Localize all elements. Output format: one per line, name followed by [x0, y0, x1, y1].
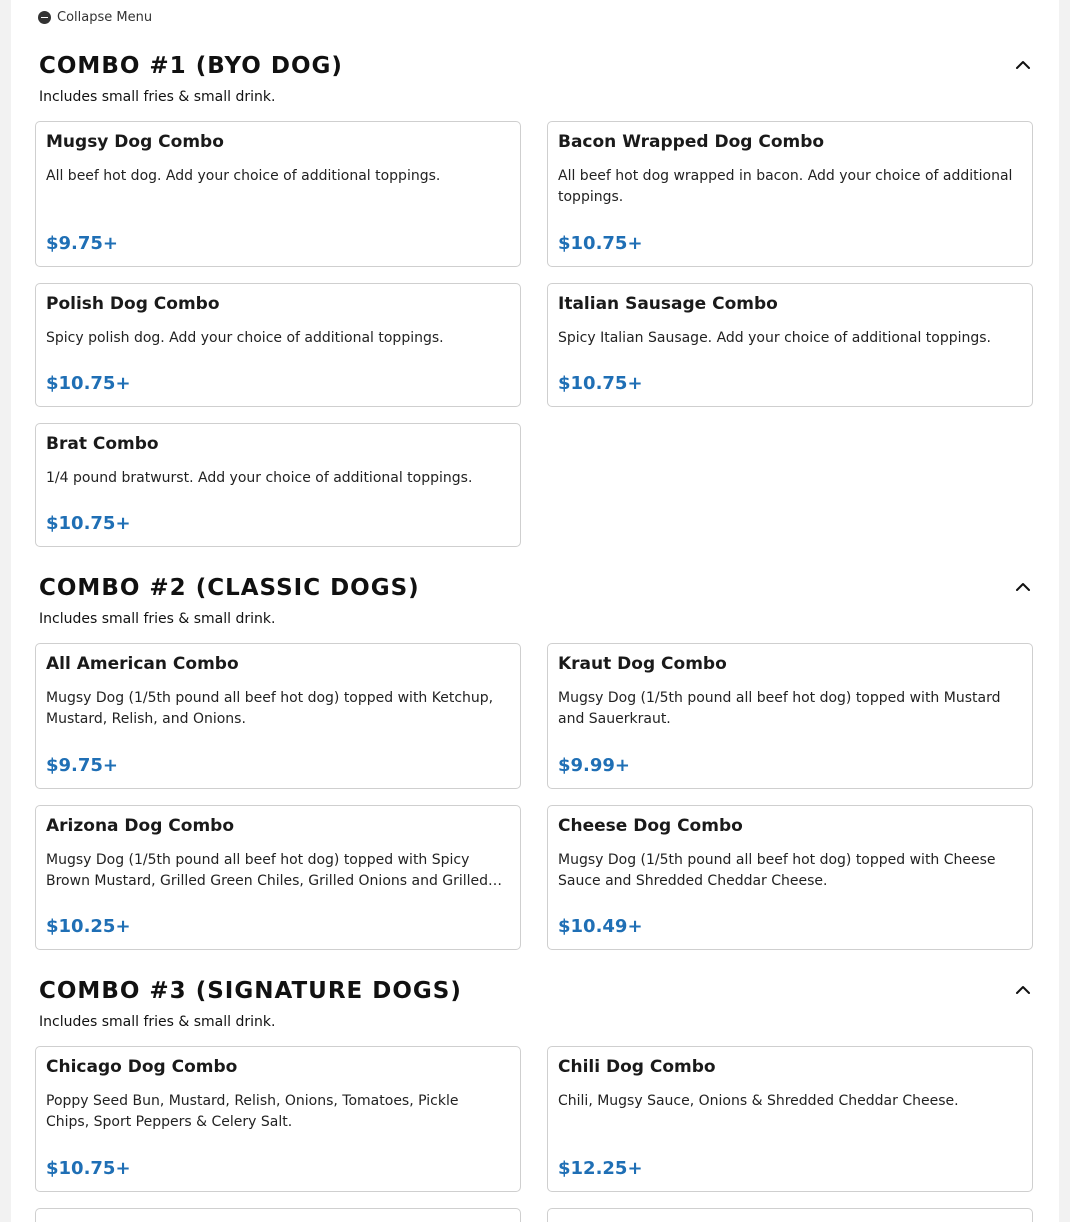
menu-item-card-partial[interactable] — [547, 1208, 1033, 1222]
item-name: Cheese Dog Combo — [558, 816, 743, 836]
menu-item-card[interactable] — [547, 121, 1033, 267]
menu-item-card[interactable] — [35, 121, 521, 267]
item-description: All beef hot dog. Add your choice of additional toppings. — [46, 168, 441, 184]
section-header — [11, 573, 1059, 627]
section-header — [11, 976, 1059, 1030]
item-price: $10.49+ — [558, 916, 643, 937]
item-price: $10.75+ — [46, 373, 131, 394]
item-description: All beef hot dog wrapped in bacon. Add your choice of additional toppings. — [558, 168, 1013, 205]
menu-section-combo-3 — [11, 976, 1059, 1030]
item-description: Mugsy Dog (1/5th pound all beef hot dog) topped with Mustard and Sauerkraut. — [558, 690, 1001, 727]
item-price: $9.75+ — [46, 755, 119, 776]
item-description: Spicy Italian Sausage. Add your choice of additional toppings. — [558, 330, 992, 346]
menu-section-combo-2 — [11, 573, 1059, 627]
menu-item-card[interactable] — [35, 1046, 521, 1192]
section-title: COMBO #2 (CLASSIC DOGS) — [39, 575, 420, 601]
item-description: Mugsy Dog (1/5th pound all beef hot dog) topped with Cheese Sauce and Shredded Cheddar Cheese. — [558, 852, 996, 889]
menu-item-card[interactable] — [35, 423, 521, 547]
item-price: $9.75+ — [46, 233, 119, 254]
item-price: $10.25+ — [46, 916, 131, 937]
menu-item-card[interactable] — [35, 643, 521, 789]
item-description: Poppy Seed Bun, Mustard, Relish, Onions, Tomatoes, Pickle Chips, Sport Peppers & Celery Salt. — [46, 1093, 459, 1130]
item-description: Chili, Mugsy Sauce, Onions & Shredded Cheddar Cheese. — [558, 1093, 959, 1109]
section-title: COMBO #1 (BYO DOG) — [39, 53, 343, 79]
item-price: $9.99+ — [558, 755, 631, 776]
menu-section-combo-1 — [11, 51, 1059, 105]
item-name: Italian Sausage Combo — [558, 294, 778, 314]
section-subtitle: Includes small fries & small drink. — [39, 89, 276, 105]
item-name: Mugsy Dog Combo — [46, 132, 224, 152]
item-price: $12.25+ — [558, 1158, 643, 1179]
section-title: COMBO #3 (SIGNATURE DOGS) — [39, 978, 462, 1004]
item-name: Brat Combo — [46, 434, 159, 454]
item-description: 1/4 pound bratwurst. Add your choice of additional toppings. — [46, 470, 473, 486]
menu-item-card[interactable] — [35, 805, 521, 950]
item-name: Chicago Dog Combo — [46, 1057, 238, 1077]
item-name: All American Combo — [46, 654, 239, 674]
collapse-menu-button[interactable] — [38, 8, 152, 26]
item-name: Chili Dog Combo — [558, 1057, 716, 1077]
item-price: $10.75+ — [558, 373, 643, 394]
menu-item-card[interactable] — [547, 805, 1033, 950]
menu-item-card[interactable] — [547, 643, 1033, 789]
chevron-up-icon[interactable] — [1011, 53, 1035, 77]
item-description: Spicy polish dog. Add your choice of additional toppings. — [46, 330, 444, 346]
section-subtitle: Includes small fries & small drink. — [39, 1014, 276, 1030]
item-name: Polish Dog Combo — [46, 294, 220, 314]
item-description: Mugsy Dog (1/5th pound all beef hot dog) topped with Spicy Brown Mustard, Grilled Green Chiles, Grilled Onions and Grilled… — [46, 852, 503, 889]
item-name: Arizona Dog Combo — [46, 816, 235, 836]
item-price: $10.75+ — [558, 233, 643, 254]
menu-item-card[interactable] — [547, 283, 1033, 407]
minus-circle-icon — [38, 11, 51, 24]
item-description: Mugsy Dog (1/5th pound all beef hot dog) topped with Ketchup, Mustard, Relish, and Onions. — [46, 690, 494, 727]
menu-item-card-partial[interactable] — [35, 1208, 521, 1222]
section-subtitle: Includes small fries & small drink. — [39, 611, 276, 627]
collapse-menu-label: Collapse Menu — [57, 9, 153, 25]
menu-page — [11, 0, 1059, 1222]
chevron-up-icon[interactable] — [1011, 978, 1035, 1002]
item-name: Bacon Wrapped Dog Combo — [558, 132, 825, 152]
item-price: $10.75+ — [46, 513, 131, 534]
menu-item-card[interactable] — [547, 1046, 1033, 1192]
item-name: Kraut Dog Combo — [558, 654, 727, 674]
item-price: $10.75+ — [46, 1158, 131, 1179]
section-header — [11, 51, 1059, 105]
chevron-up-icon[interactable] — [1011, 575, 1035, 599]
menu-item-card[interactable] — [35, 283, 521, 407]
